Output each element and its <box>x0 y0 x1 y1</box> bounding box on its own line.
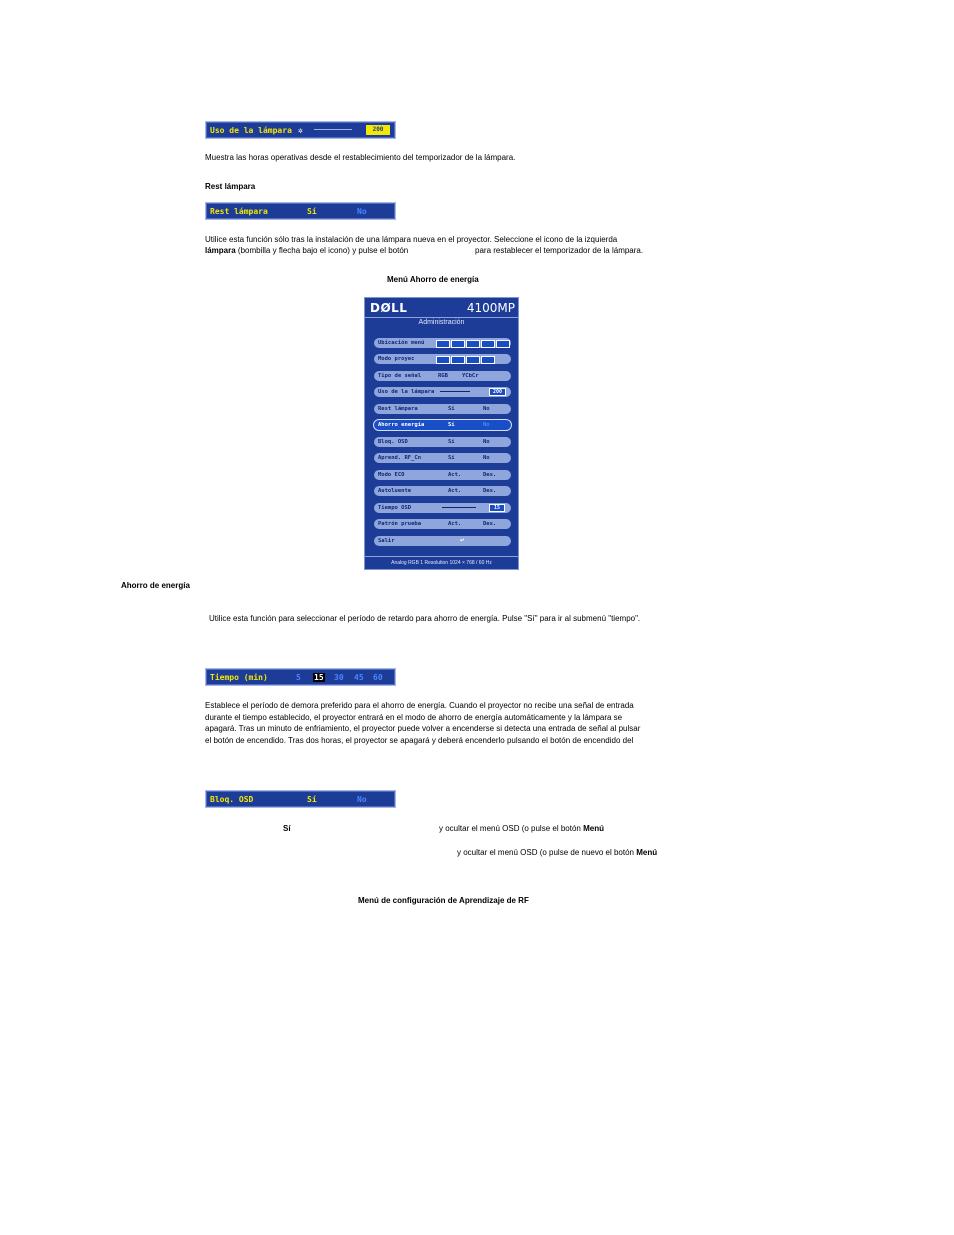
menu-row-osd-time[interactable] <box>374 503 511 513</box>
osd-menu-word-1: Menú <box>583 824 604 833</box>
menu-row-rf-learn[interactable] <box>374 453 511 463</box>
model-name: 4100MP <box>466 301 515 315</box>
osd-description-1-text: y ocultar el menú OSD (o pulse el botón <box>439 824 581 833</box>
osd-lock-no[interactable]: No <box>357 795 367 804</box>
menu-row-option-b[interactable]: Des. <box>483 488 497 494</box>
menu-row-option-b[interactable]: Des. <box>483 521 497 527</box>
menu-row-projector-mode[interactable] <box>374 354 511 364</box>
menu-row-lamp-usage[interactable] <box>374 387 511 397</box>
lamp-usage-slider <box>314 129 352 130</box>
menu-row-signal-type[interactable] <box>374 371 511 381</box>
menu-row-label: Uso de la lámpara <box>378 389 435 395</box>
lamp-reset-label: Rest lámpara <box>210 207 268 216</box>
menu-row-label: Aprend. RF_Cn <box>378 455 422 461</box>
menu-row-label: Salir <box>378 538 395 544</box>
menu-row-option-b[interactable]: No <box>483 406 490 412</box>
menu-row-value: 200 <box>489 388 506 396</box>
menu-row-label: Ahorro energía <box>378 422 425 428</box>
time-description-4: el botón de encendido. Tras dos horas, el proyector se apagará y deberá encenderlo pulsando el botón de encendido del <box>205 735 634 745</box>
menu-row-option-a[interactable]: Sí <box>448 439 455 445</box>
menu-row-option-b[interactable]: No <box>483 422 490 428</box>
menu-row-eco-mode[interactable] <box>374 470 511 480</box>
menu-row-menu-location[interactable] <box>374 338 511 348</box>
time-option-45[interactable]: 45 <box>354 673 364 682</box>
time-minutes-bar <box>205 668 396 686</box>
menu-row-auto-source[interactable] <box>374 486 511 496</box>
menu-row-power-saving[interactable] <box>374 420 511 430</box>
lamp-reset-description-2 <box>205 245 408 257</box>
power-menu-caption: Menú Ahorro de energía <box>387 275 479 284</box>
menu-row-lamp-reset[interactable] <box>374 404 511 414</box>
menu-row-option-b[interactable]: No <box>483 455 490 461</box>
rf-learning-caption: Menú de configuración de Aprendizaje de RF <box>358 896 529 905</box>
menu-row-value: 15 <box>489 504 505 512</box>
lamp-reset-heading: Rest lámpara <box>205 182 256 191</box>
lamp-usage-bar <box>205 121 396 139</box>
lamp-bulb-icon: ✲ <box>298 126 303 135</box>
osd-time-slider-icon <box>442 507 476 508</box>
time-description-1: Establece el período de demora preferido para el ahorro de energía. Cuando el proyector no recibe una señal de entrada <box>205 701 634 710</box>
menu-row-exit[interactable] <box>374 536 511 546</box>
projector-mode-icons <box>436 356 496 364</box>
time-description-3: apagará. Tras un minuto de enfriamiento, el proyector puede volver a encenderse si detecta una entrada de señal al pulsar <box>205 724 641 733</box>
menu-row-option-b[interactable]: No <box>483 439 490 445</box>
menu-row-option-a[interactable]: Sí <box>448 406 455 412</box>
dell-logo: DØLL <box>370 301 408 315</box>
menu-status-footer: Analog RGB 1 Resolution 1024 × 768 / 60 Hz <box>365 556 518 569</box>
osd-yes-word: Sí <box>283 824 291 833</box>
menu-row-label: Modo ECO <box>378 472 405 478</box>
menu-row-osd-lock[interactable] <box>374 437 511 447</box>
osd-lock-label: Bloq. OSD <box>210 795 254 804</box>
time-option-60[interactable]: 60 <box>373 673 383 682</box>
menu-row-option-a[interactable]: Act. <box>448 521 462 527</box>
menu-row-option-a[interactable]: Act. <box>448 472 462 478</box>
return-arrow-icon: ↩ <box>460 536 465 544</box>
osd-description-2-text: y ocultar el menú OSD (o pulse de nuevo el botón <box>457 848 634 857</box>
osd-description-1 <box>439 823 604 835</box>
lamp-usage-description: Muestra las horas operativas desde el restablecimiento del temporizador de la lámpara. <box>205 153 516 162</box>
menu-row-label: Rest lámpara <box>378 406 418 412</box>
menu-row-option-a[interactable]: Sí <box>448 422 455 428</box>
menu-row-test-pattern[interactable] <box>374 519 511 529</box>
menu-row-option-b[interactable]: YCbCr <box>462 373 479 379</box>
lamp-usage-label: Uso de la lámpara <box>210 126 292 135</box>
power-saving-heading: Ahorro de energía <box>121 581 190 590</box>
time-description-2: durante el tiempo establecido, el proyector entrará en el modo de ahorro de energía automáticamente y la lámpara se <box>205 712 623 722</box>
lamp-reset-description-2a: (bombilla y flecha bajo el icono) y pulse el botón <box>235 246 409 255</box>
osd-lock-yes[interactable]: Sí <box>307 795 317 804</box>
lamp-bold-word: lámpara <box>205 246 236 255</box>
menu-row-option-b[interactable]: Des. <box>483 472 497 478</box>
lamp-reset-bar <box>205 202 396 220</box>
osd-menu-word-2: Menú <box>636 848 658 857</box>
osd-lock-bar <box>205 790 396 808</box>
menu-row-option-a[interactable]: Act. <box>448 488 462 494</box>
lamp-reset-yes[interactable]: Sí <box>307 207 317 216</box>
lamp-usage-slider-icon <box>440 391 470 392</box>
menu-row-option-a[interactable]: RGB <box>438 373 448 379</box>
time-option-15[interactable]: 15 <box>314 673 324 682</box>
power-saving-description: Utilice esta función para seleccionar el período de retardo para ahorro de energía. Pulse "Sí" para ir al submenú "tiempo". <box>209 614 641 623</box>
menu-row-label: Tiempo OSD <box>378 505 412 511</box>
menu-row-label: Tipo de señal <box>378 373 422 379</box>
menu-header <box>365 298 518 318</box>
osd-description-2 <box>457 847 657 859</box>
lamp-reset-description-1: Utilice esta función sólo tras la instalación de una lámpara nueva en el proyector. Seleccione el icono de la izquierda <box>205 235 618 244</box>
administration-menu <box>364 297 519 570</box>
menu-row-label: Patrón prueba <box>378 521 422 527</box>
position-icons <box>436 340 511 348</box>
menu-row-label: Autoluente <box>378 488 412 494</box>
time-option-5[interactable]: 5 <box>296 673 301 682</box>
menu-row-label: Modo proyec <box>378 356 415 362</box>
time-label: Tiempo (min) <box>210 673 268 682</box>
menu-row-label: Ubicación menú <box>378 340 425 346</box>
menu-row-option-a[interactable]: Sí <box>448 455 455 461</box>
lamp-usage-value: 200 <box>366 125 390 135</box>
menu-subtitle: Administración <box>418 319 465 326</box>
menu-row-label: Bloq. OSD <box>378 439 408 445</box>
lamp-reset-no[interactable]: No <box>357 207 367 216</box>
time-option-30[interactable]: 30 <box>334 673 344 682</box>
lamp-reset-description-2b: para restablecer el temporizador de la lámpara. <box>475 246 644 255</box>
